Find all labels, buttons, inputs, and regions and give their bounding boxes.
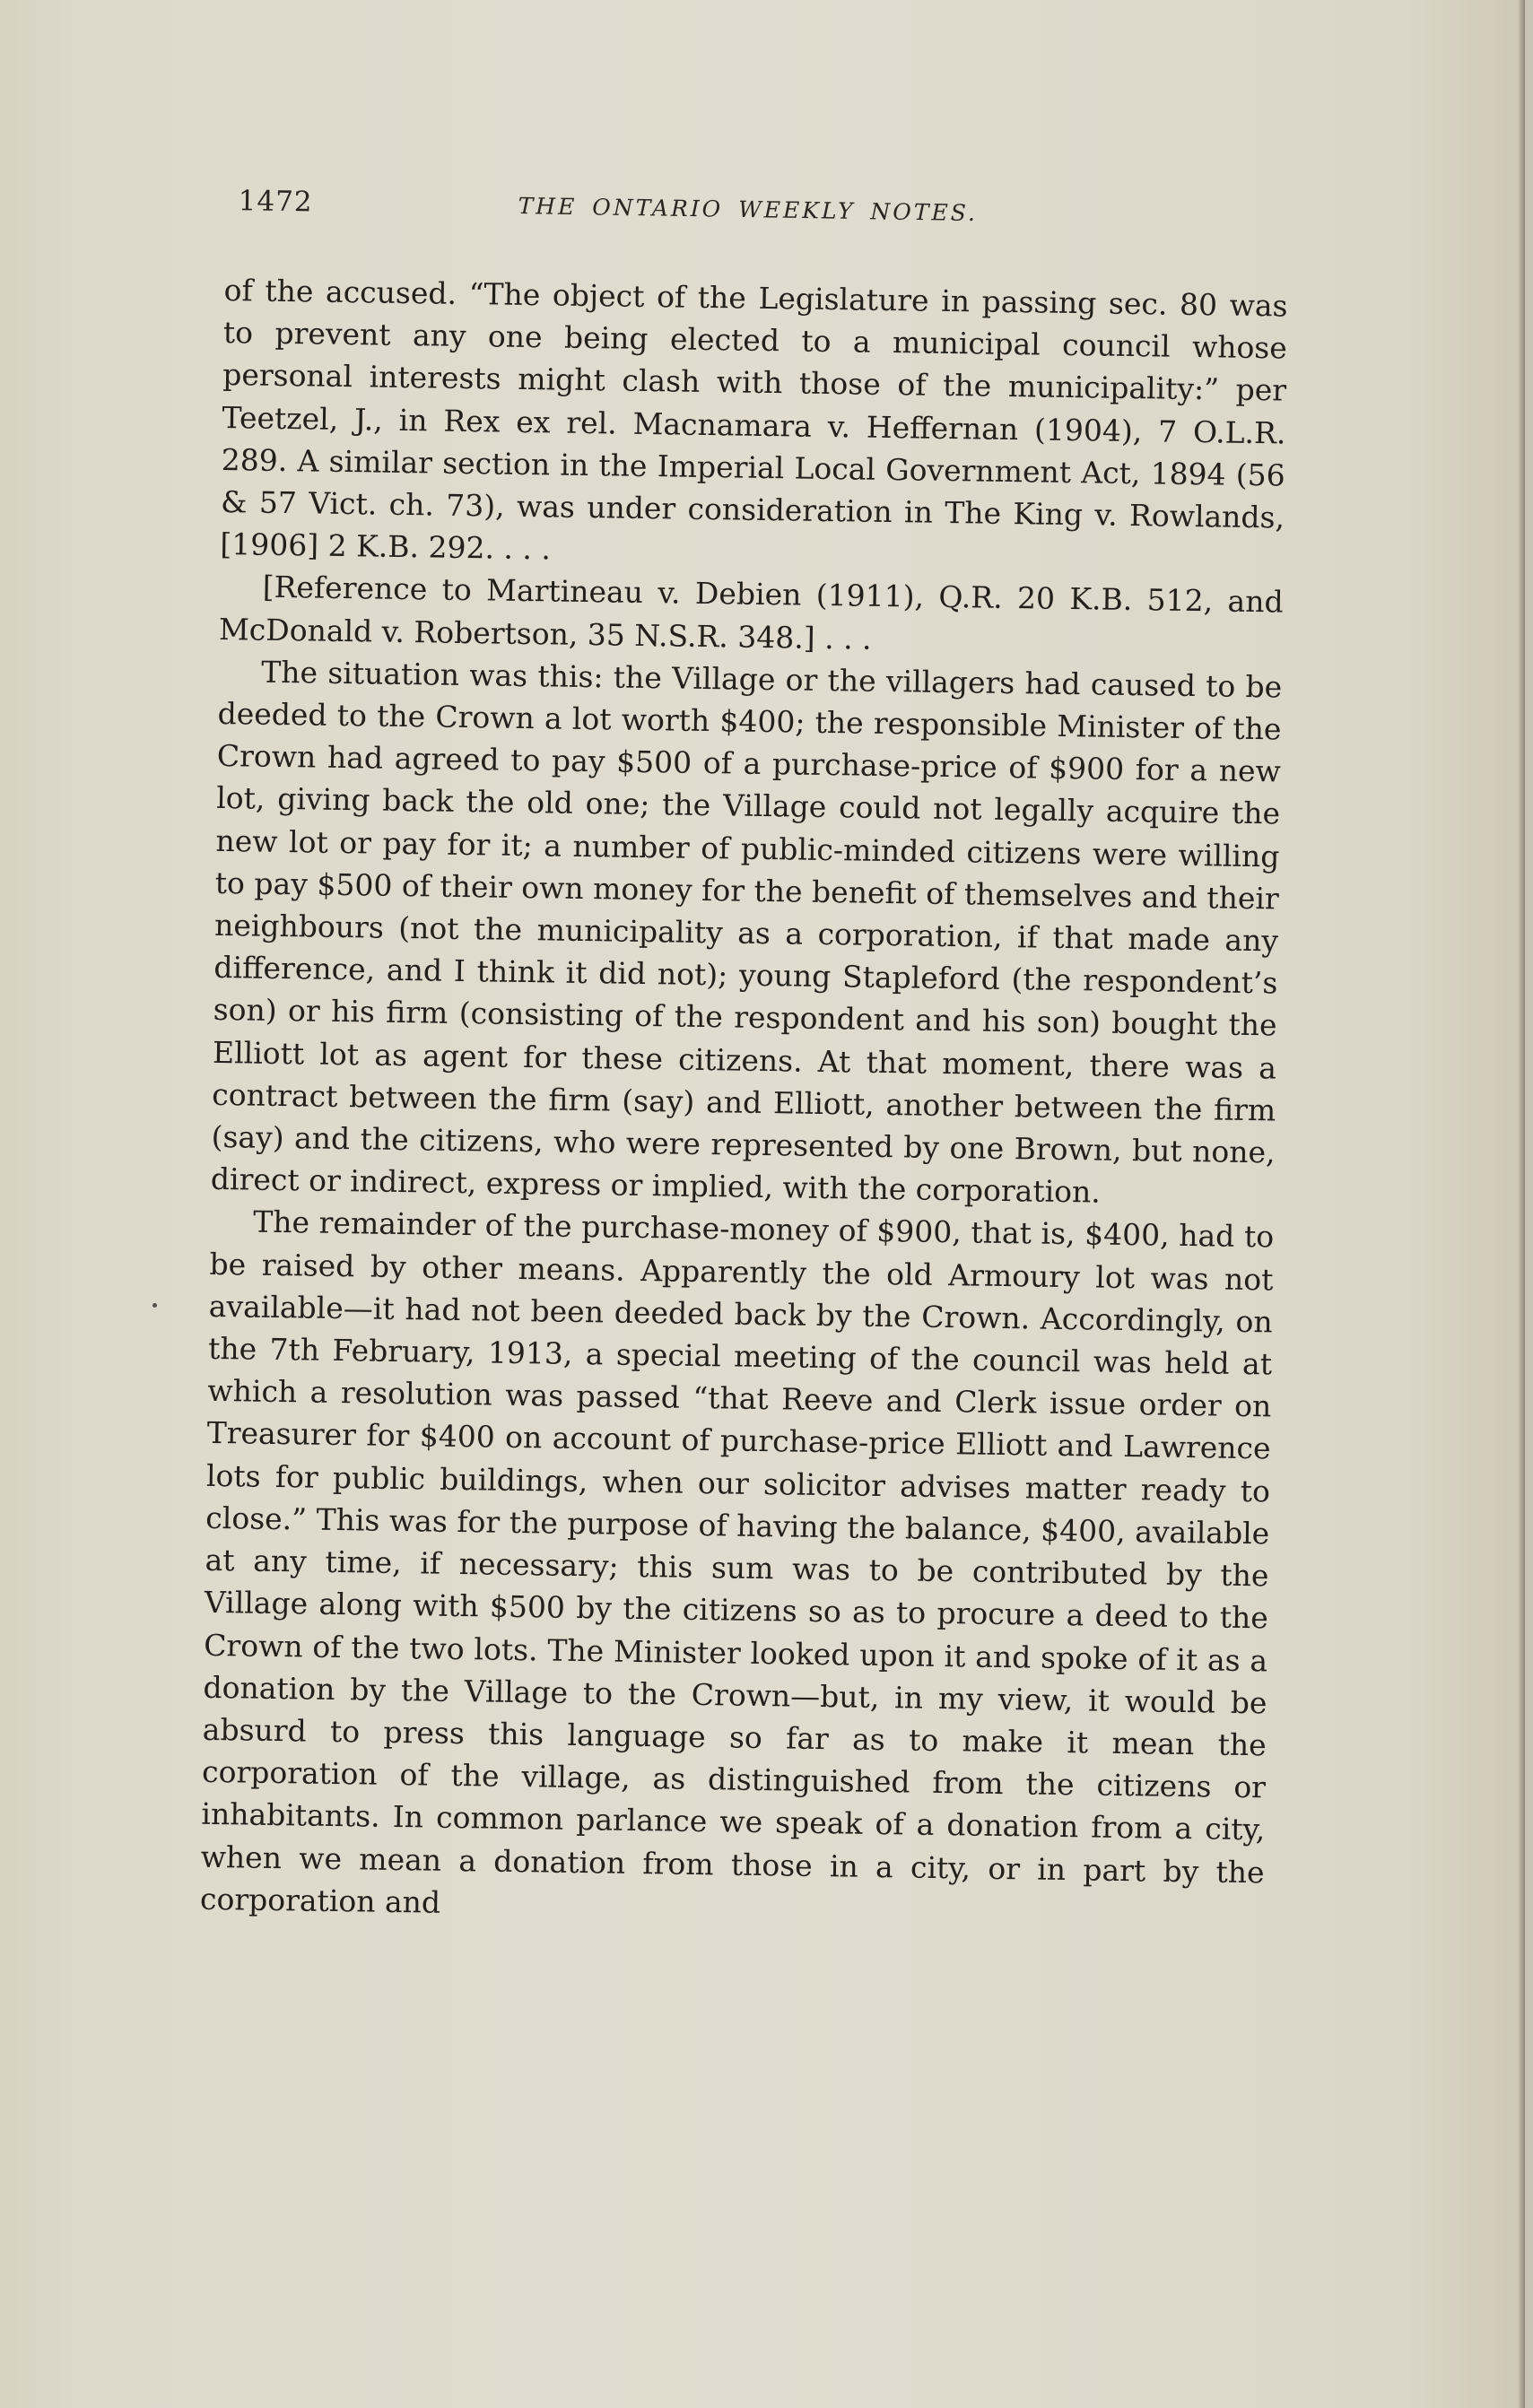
page-number: 1472 — [238, 185, 313, 219]
page-header — [231, 181, 1032, 239]
paragraph-4: The remainder of the purchase-money of $900, that is, $400, had to be raised by other means. Apparently the old Armoury lot was not available—it had not been deeded back by the Crown. Accordingly, on the 7th February, 1913, a special meeting of the council was held at which a resolution was passed “that Reeve and Clerk issue order on Treasurer for $400 on account of purchase-price Elliott and Lawrence lots for public buildings, when our solicitor advises matter ready to close.” This was for the purpose of having the balance, $400, available at any time, if necessary; this sum was to be contributed by the Village along with $500 by the citizens so as to procure a deed to the Crown of the two lots. The Minister looked upon it and spoke of it as a donation by the Village to the Crown—but, in my view, it would be absurd to press this language so far as to make it mean the corporation of the village, as distinguished from the citizens or inhabitants. In common parlance we speak of a donation from a city, when we mean a donation from those in a city, or in part by the corporation and — [199, 1204, 1275, 1920]
paragraph-2: [Reference to Martineau v. Debien (1911), Q.R. 20 K.B. 512, and McDonald v. Robertson, 35 N.S.R. 348.] . . . — [218, 569, 1284, 656]
running-head: THE ONTARIO WEEKLY NOTES. — [518, 193, 979, 227]
body-text — [200, 269, 1288, 1935]
paragraph-1: of the accused. “The object of the Legislature in passing sec. 80 was to prevent any one being elected to a municipal council whose personal interests might clash with those of the municipality:” per Teetzel, J., in Rex ex rel. Macnamara v. Heffernan (1904), 7 O.L.R. 289. A similar section in the Imperial Local Government Act, 1894 (56 & 57 Vict. ch. 73), was under consideration in The King v. Rowlands, [1906] 2 K.B. 292. . . . — [220, 272, 1288, 567]
paragraph-3: The situation was this: the Village or the villagers had caused to be deeded to the Crown a lot worth $400; the responsible Minister of the Crown had agreed to pay $500 of a purchase-price of $900 for a new lot, giving back the old one; the Village could not legally acquire the new lot or pay for it; a number of public-minded citizens were willing to pay $500 of their own money for the benefit of themselves and their neighbours (not the municipality as a corporation, if that made any difference, and I think it did not); young Stapleford (the respondent’s son) or his firm (consisting of the respondent and his son) bought the Elliott lot as agent for these citizens. At that moment, there was a contract between the firm (say) and Elliott, another between the firm (say) and the citizens, who were represented by one Brown, but none, direct or indirect, express or implied, with the corporation. — [210, 654, 1283, 1210]
stray-ink-mark — [152, 1303, 157, 1308]
